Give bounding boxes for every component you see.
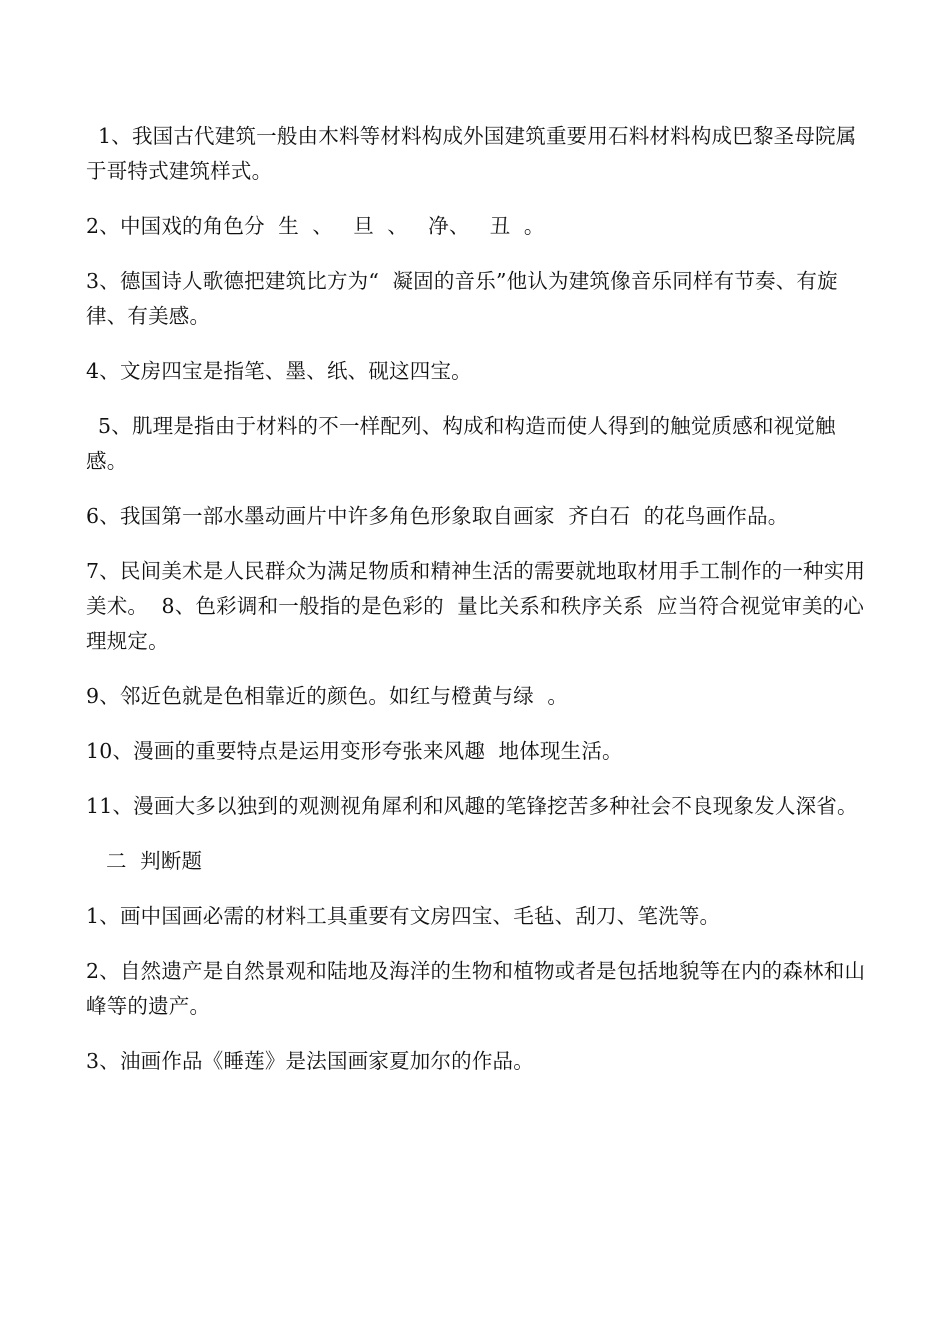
fill-item-10: 10、漫画的重要特点是运用变形夸张来风趣 地体现生活。 [86, 739, 623, 763]
fill-item-11: 11、漫画大多以独到的观测视角犀利和风趣的笔锋挖苦多种社会不良现象发人深省。 [86, 794, 858, 818]
fill-item-5: 5、肌理是指由于材料的不一样配列、构成和构造而使人得到的触觉质感和视觉触感。 [86, 414, 836, 473]
fill-item-6: 6、我国第一部水墨动画片中许多角色形象取自画家 齐白石 的花鸟画作品。 [86, 504, 789, 528]
document-body [86, 119, 866, 1099]
fill-item-2: 2、中国戏的角色分 生 、 旦 、 净、 丑 。 [86, 214, 545, 238]
fill-item-3: 3、德国诗人歌德把建筑比方为“ 凝固的音乐”他认为建筑像音乐同样有节奏、有旋律、有美感。 [86, 269, 838, 328]
judgement-item-1: 1、画中国画必需的材料工具重要有文房四宝、毛毡、刮刀、笔洗等。 [86, 904, 721, 928]
judgement-item-2: 2、自然遗产是自然景观和陆地及海洋的生物和植物或者是包括地貌等在内的森林和山峰等的遗产。 [86, 959, 866, 1018]
fill-item-7-8: 7、民间美术是人民群众为满足物质和精神生活的需要就地取材用手工制作的一种实用美术。 8、色彩调和一般指的是色彩的 量比关系和秩序关系 应当符合视觉审美的心理规定。 [86, 559, 866, 653]
fill-item-1: 1、我国古代建筑一般由木料等材料构成外国建筑重要用石料材料构成巴黎圣母院属于哥特式建筑样式。 [86, 124, 857, 183]
section-heading: 二 判断题 [106, 849, 203, 873]
judgement-item-3: 3、油画作品《睡莲》是法国画家夏加尔的作品。 [86, 1049, 534, 1073]
fill-item-4: 4、文房四宝是指笔、墨、纸、砚这四宝。 [86, 359, 472, 383]
fill-item-9: 9、邻近色就是色相靠近的颜色。如红与橙黄与绿 。 [86, 684, 569, 708]
